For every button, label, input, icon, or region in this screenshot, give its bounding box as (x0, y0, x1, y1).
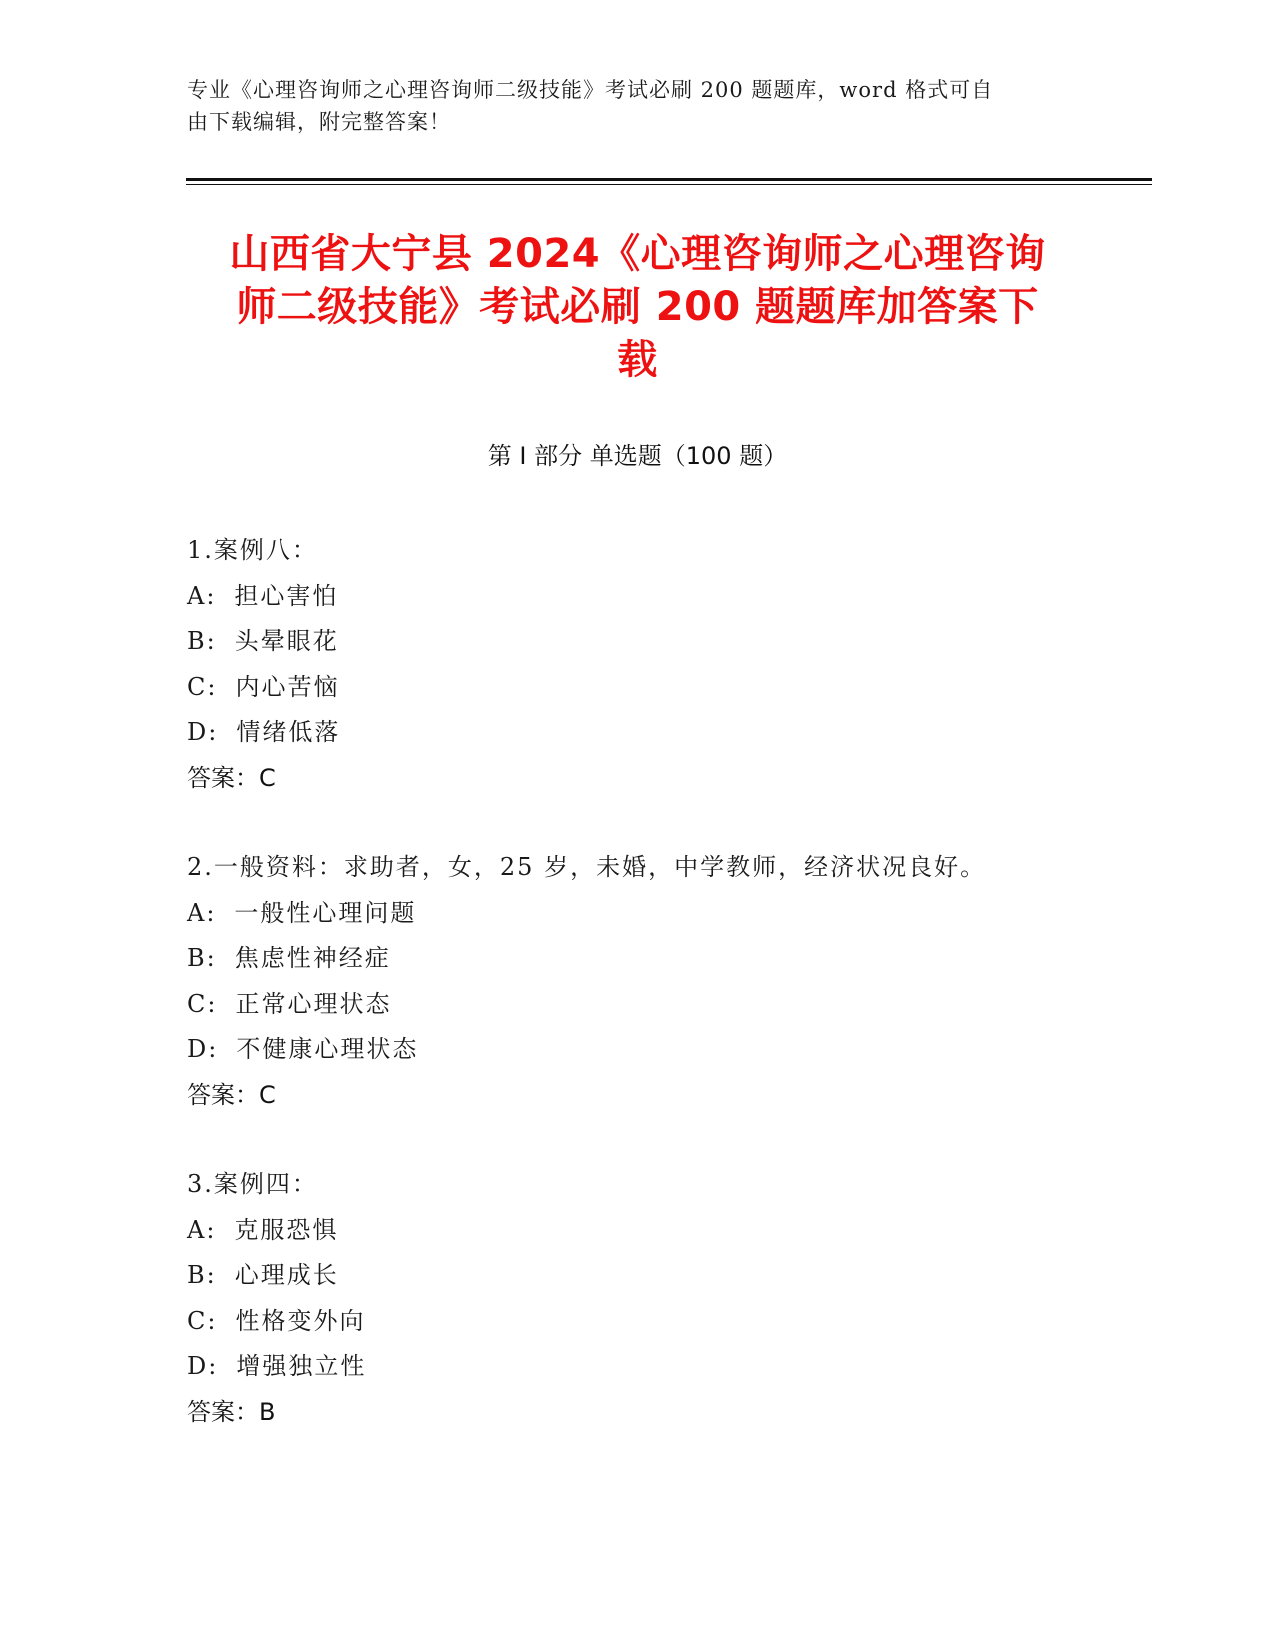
option-letter: D: (187, 718, 219, 746)
question-option (187, 1344, 1087, 1390)
question-item (187, 845, 1087, 1118)
option-text: 一般性心理问题 (234, 898, 417, 927)
section-title: 第 I 部分 单选题（100 题） (487, 442, 788, 470)
option-letter: A: (187, 898, 217, 927)
title-line: 载 (617, 337, 658, 383)
option-letter: D: (187, 1352, 219, 1380)
question-item (187, 1162, 1087, 1435)
intro-line: 由下载编辑，附完整答案！ (187, 110, 451, 134)
option-text: 担心害怕 (234, 581, 339, 610)
option-letter: A: (187, 1215, 217, 1244)
question-option (187, 1027, 1087, 1073)
intro-line: 专业《心理咨询师之心理咨询师二级技能》考试必刷 200 题题库，word 格式可自 (187, 78, 994, 102)
title-line: 山西省大宁县 2024《心理咨询师之心理咨询 (229, 231, 1046, 277)
question-stem: 2.一般资料：求助者，女，25 岁，未婚，中学教师，经济状况良好。 (187, 853, 987, 881)
option-letter: C: (187, 989, 218, 1018)
option-text: 不健康心理状态 (236, 1035, 419, 1063)
option-letter: D: (187, 1035, 219, 1063)
option-letter: B: (187, 1261, 217, 1289)
question-option (187, 891, 1087, 937)
intro-text (187, 74, 1067, 138)
question-option (187, 1253, 1087, 1299)
question-answer: 答案：C (187, 763, 276, 792)
option-text: 情绪低落 (236, 718, 341, 746)
option-letter: C: (187, 1306, 218, 1335)
document-title (160, 228, 1115, 387)
question-stem: 1.案例八： (187, 536, 318, 564)
option-letter: B: (187, 944, 217, 972)
header-divider-thin (186, 184, 1152, 185)
option-text: 头晕眼花 (234, 627, 339, 655)
question-answer: 答案：C (187, 1080, 276, 1109)
option-text: 性格变外向 (235, 1306, 366, 1335)
question-option (187, 1299, 1087, 1345)
option-text: 增强独立性 (236, 1352, 367, 1380)
question-option (187, 1208, 1087, 1254)
question-option (187, 574, 1087, 620)
question-answer: 答案：B (187, 1397, 276, 1426)
question-option (187, 665, 1087, 711)
header-divider-thick (186, 178, 1152, 181)
option-letter: C: (187, 672, 218, 701)
option-text: 内心苦恼 (235, 672, 340, 701)
option-text: 正常心理状态 (235, 989, 392, 1018)
question-item (187, 528, 1087, 801)
question-option (187, 619, 1087, 665)
question-option (187, 936, 1087, 982)
question-stem: 3.案例四： (187, 1170, 318, 1198)
option-text: 焦虑性神经症 (234, 944, 391, 972)
option-letter: B: (187, 627, 217, 655)
title-line: 师二级技能》考试必刷 200 题题库加答案下 (236, 284, 1039, 330)
question-option (187, 982, 1087, 1028)
question-list (187, 528, 1087, 1479)
option-text: 心理成长 (234, 1261, 339, 1289)
option-letter: A: (187, 581, 217, 610)
option-text: 克服恐惧 (234, 1215, 339, 1244)
question-option (187, 710, 1087, 756)
